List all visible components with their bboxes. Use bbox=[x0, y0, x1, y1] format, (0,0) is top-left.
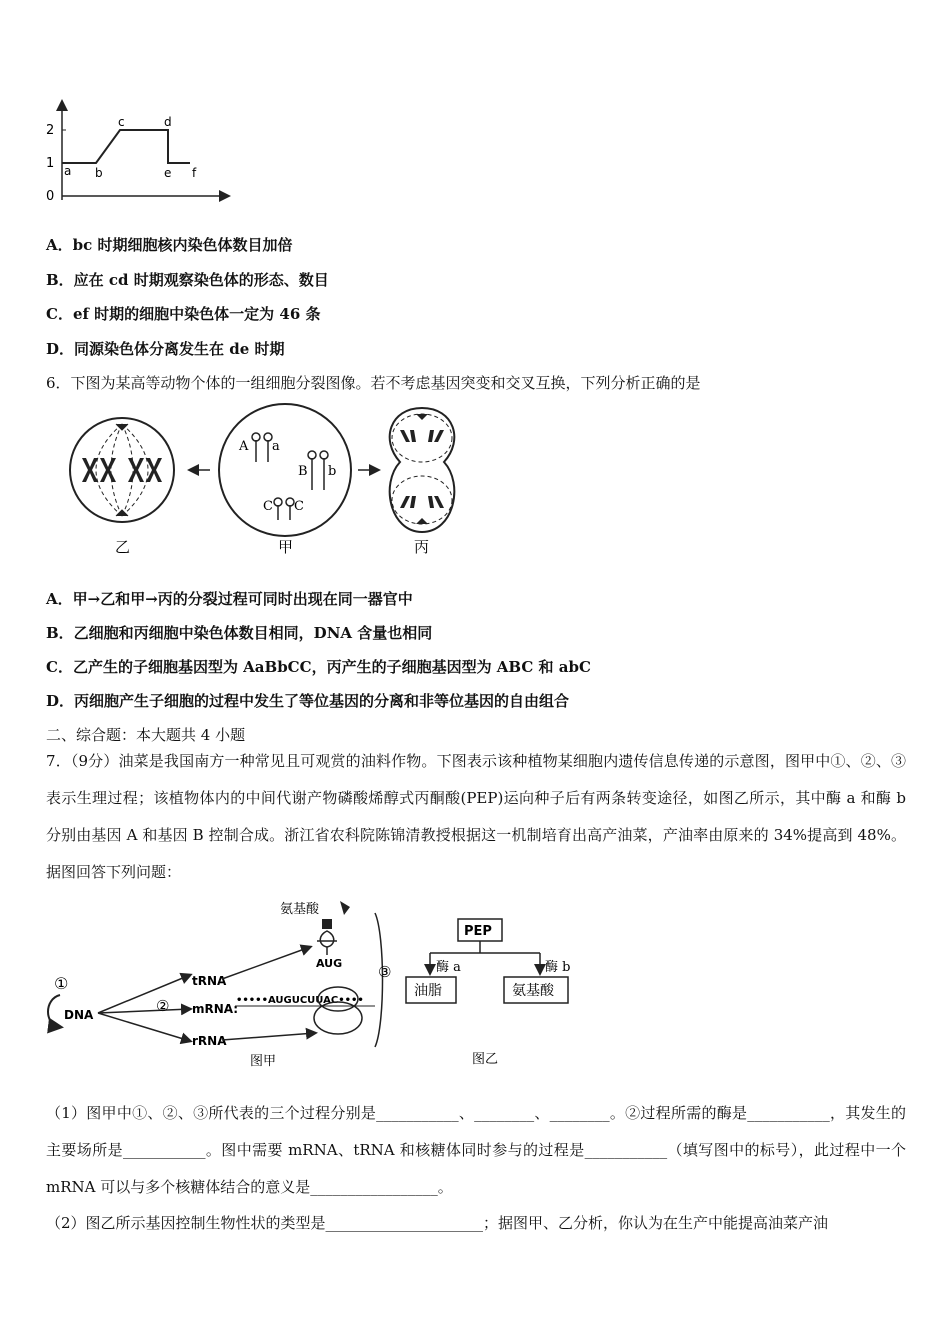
gene-a: a bbox=[272, 439, 280, 454]
q7-sub1: （1）图甲中①、②、③所代表的三个过程分别是___________、________、________。②过程所需的酶是___________，其发生的主要场所是___________。图中需要 mRNA、tRNA 和核糖体同时参与的过程是___________（填写图中的标号），此过程中一个 mRNA 可以与多个核糖体结合的意义是_________________。 bbox=[46, 1104, 906, 1196]
point-d: d bbox=[164, 115, 172, 129]
graph-line bbox=[62, 130, 190, 163]
cell-bing bbox=[390, 408, 455, 532]
q6-option-d: D．丙细胞产生子细胞的过程中发生了等位基因的分离和非等位基因的自由组合 bbox=[46, 692, 570, 710]
point-a: a bbox=[64, 164, 72, 178]
figure-jia bbox=[40, 895, 400, 1075]
q5-option-d: D．同源染色体分离发生在 de 时期 bbox=[46, 340, 285, 358]
q7-text: 7．（9分）油菜是我国南方一种常见且可观赏的油料作物。下图表示该种植物某细胞内遗传信息传递的示意图，图甲中①、②、③表示生理过程；该植物体内的中间代谢产物磷酸烯醇式丙酮酸(PEP)运向种子后有两条转变途径，如图乙所示，其中酶 a 和酶 b 分别由基因 A 和基因 B 控制合成。浙江省农科院陈锦清教授根据这一机制培育出高产油菜，产油率由原来的 34%提高到 48%。据图回答下列问题： bbox=[46, 752, 906, 881]
enzyme-a-label: 酶 a bbox=[436, 960, 461, 975]
point-b: b bbox=[95, 166, 103, 180]
figure-yi-caption: 图乙 bbox=[472, 1052, 499, 1067]
circle-2: ② bbox=[156, 997, 170, 1015]
point-f: f bbox=[192, 166, 197, 180]
cell-jia bbox=[219, 404, 351, 536]
q5-option-a: A．bc 时期细胞核内染色体数目加倍 bbox=[46, 236, 293, 254]
q6-option-b: B．乙细胞和丙细胞中染色体数目相同，DNA 含量也相同 bbox=[46, 624, 433, 642]
rrna-label: rRNA bbox=[192, 1034, 227, 1048]
pep-label: PEP bbox=[464, 924, 492, 939]
gene-A: A bbox=[239, 439, 249, 454]
y-tick-2: 2 bbox=[46, 123, 55, 138]
label-yi: 乙 bbox=[115, 538, 131, 556]
gene-b: b bbox=[328, 464, 337, 479]
amino-acid-label: 氨基酸 bbox=[280, 902, 320, 917]
enzyme-b-label: 酶 b bbox=[545, 960, 571, 975]
label-bing: 丙 bbox=[414, 538, 430, 556]
q7-sub2: （2）图乙所示基因控制生物性状的类型是_____________________；据图甲、乙分析，你认为在生产中能提高油菜产油 bbox=[46, 1214, 829, 1232]
q5-option-c: C．ef 时期的细胞中染色体一定为 46 条 bbox=[46, 305, 321, 323]
cell-division-figure bbox=[60, 400, 480, 565]
section-2-heading: 二、综合题：本大题共 4 小题 bbox=[46, 726, 246, 744]
chromosome-graph bbox=[40, 96, 240, 211]
figure-jia-caption: 图甲 bbox=[250, 1054, 277, 1069]
mrna-label: mRNA: bbox=[192, 1002, 239, 1016]
amino-acid-box-label: 氨基酸 bbox=[512, 983, 554, 999]
label-jia: 甲 bbox=[278, 538, 294, 556]
q5-option-b: B．应在 cd 时期观察染色体的形态、数目 bbox=[46, 271, 329, 289]
aug-label: AUG bbox=[316, 957, 343, 970]
dna-label: DNA bbox=[64, 1008, 94, 1022]
q6-stem: 6．下图为某高等动物个体的一组细胞分裂图像。若不考虑基因突变和交叉互换，下列分析正确的是 bbox=[46, 374, 701, 392]
point-e: e bbox=[164, 166, 172, 180]
y-tick-0: 0 bbox=[46, 189, 55, 204]
gene-C1: C bbox=[263, 499, 273, 514]
point-c: c bbox=[118, 115, 125, 129]
gene-C2: C bbox=[294, 499, 304, 514]
figure-yi bbox=[400, 915, 600, 1075]
fat-label: 油脂 bbox=[414, 983, 442, 999]
q6-option-c: C．乙产生的子细胞基因型为 AaBbCC，丙产生的子细胞基因型为 ABC 和 abC bbox=[46, 658, 591, 676]
gene-B: B bbox=[298, 464, 308, 479]
trna-label: tRNA bbox=[192, 974, 227, 988]
y-tick-1: 1 bbox=[46, 156, 55, 171]
circle-3: ③ bbox=[378, 963, 392, 981]
circle-1: ① bbox=[54, 974, 69, 993]
q6-option-a: A．甲→乙和甲→丙的分裂过程可同时出现在同一器官中 bbox=[46, 590, 413, 608]
cell-yi bbox=[70, 418, 174, 522]
mrna-sequence: •••••AUGUCUUAC•••• bbox=[236, 995, 364, 1006]
